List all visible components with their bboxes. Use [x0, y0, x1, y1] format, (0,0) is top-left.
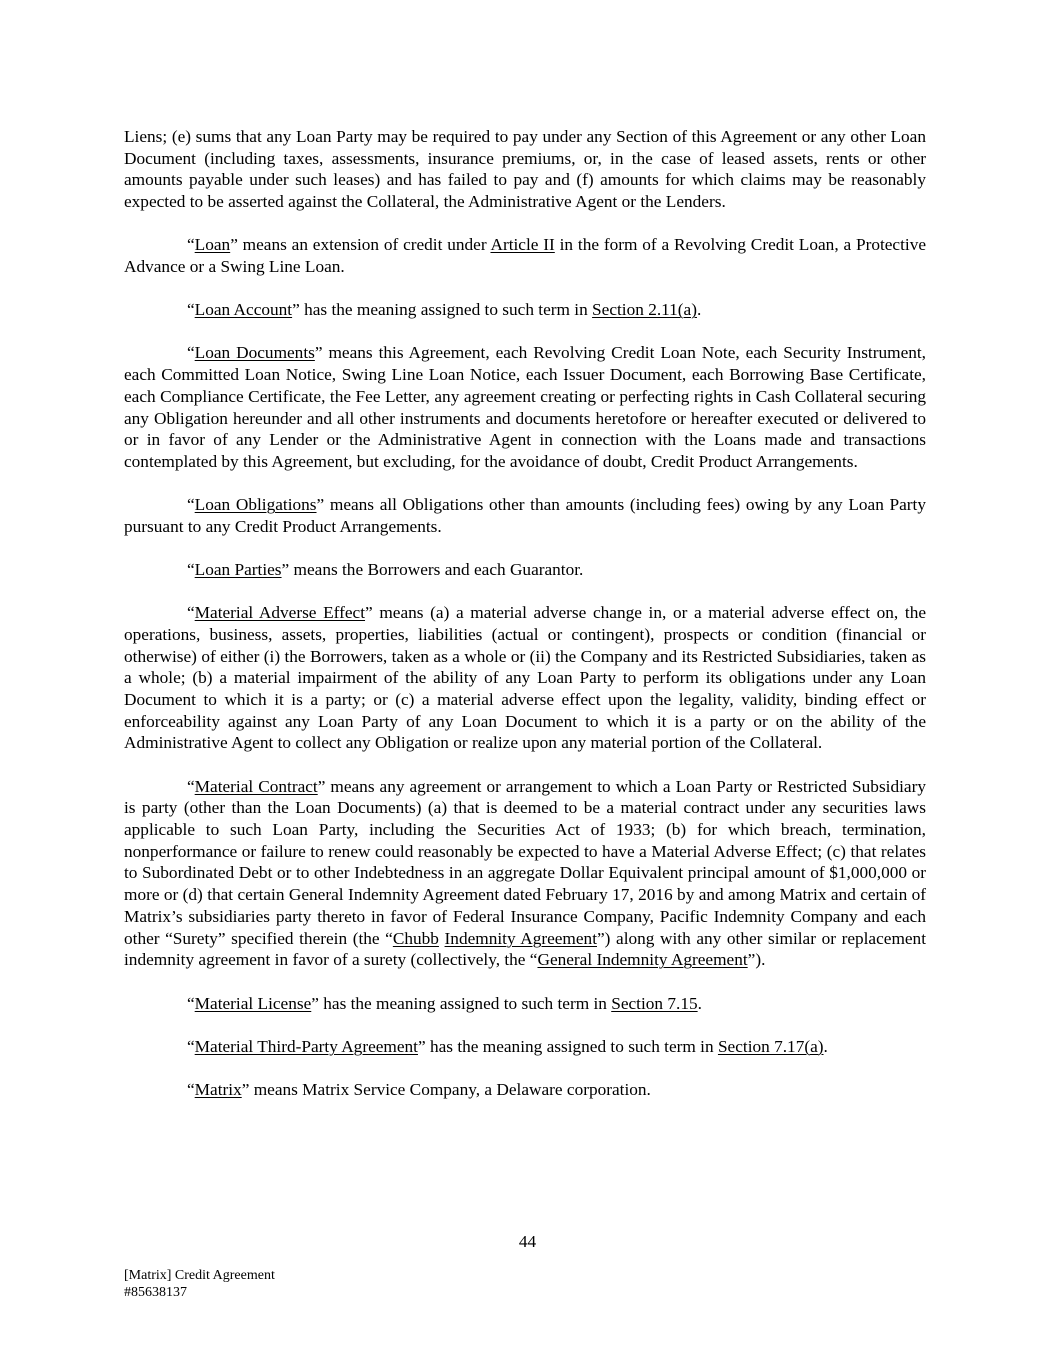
document-footer — [124, 1267, 275, 1301]
defined-term: Matrix — [194, 1079, 242, 1099]
definition-matrix: “Matrix” means Matrix Service Company, a Delaware corporation. — [187, 1079, 651, 1099]
defined-term: Material Third-Party Agreement — [194, 1036, 418, 1056]
cross-reference: Section 7.17(a) — [717, 1036, 824, 1056]
defined-term-general-indemnity: General Indemnity Agreement — [537, 950, 748, 970]
defined-term: Loan — [194, 235, 231, 255]
body-text — [124, 126, 926, 1122]
defined-term: Material Contract — [194, 776, 318, 796]
defined-term: Material License — [194, 993, 312, 1013]
definition-loan-documents: “Loan Documents” means this Agreement, each Revolving Credit Loan Note, each Security Instrument, each Committed Loan Notice, Swing Line Loan Notice, each Issuer Document, each Borrowing Base Certificate, each Compliance Certificate, the Fee Letter, any agreement creating or perfecting rights in Cash Collateral securing any Obligation hereunder and all other instruments and documents heretofore or hereafter executed or delivered to or in favor of any Lender or the Administrative Agent in connection with the Loans made and transactions contemplated by this Agreement, but excluding, for the avoidance of doubt, Credit Product Arrangements. — [124, 343, 926, 471]
cross-reference: Section 2.11(a) — [592, 300, 697, 320]
definition-material-third-party-agreement: “Material Third-Party Agreement” has the meaning assigned to such term in Section 7.17(a). — [187, 1036, 828, 1056]
definition-material-license: “Material License” has the meaning assigned to such term in Section 7.15. — [187, 993, 702, 1013]
definition-material-adverse-effect: “Material Adverse Effect” means (a) a material adverse change in, or a material adverse effect on, the operations, business, assets, properties, liabilities (actual or contingent), prospects or condition (financial or otherwise) of either (i) the Borrowers, taken as a whole or (ii) the Company and its Restricted Subsidiaries, taken as a whole; (b) a material impairment of the ability of any Loan Party to perform its obligations under any Loan Document to which it is a party; or (c) a material adverse effect upon the legality, validity, binding effect or enforceability against any Loan Party of any Loan Document to which it is a party or on the ability of the Administrative Agent to collect any Obligation or realize upon any material portion of the Collateral. — [124, 603, 927, 753]
defined-term-indemnity: Indemnity Agreement — [444, 928, 597, 948]
definition-material-contract: “Material Contract” means any agreement or arrangement to which a Loan Party or Restricted Subsidiary is party (other than the Loan Documents) (a) that is deemed to be a material contract under any securities laws applicable to such Loan Party, including the Securities Act of 1933; (b) for which breach, termination, nonperformance or failure to renew could reasonably be expected to have a Material Adverse Effect; (c) that relates to Subordinated Debt or to other Indebtedness in an aggregate Dollar Equivalent principal amount of $1,000,000 or more or (d) that certain General Indemnity Agreement dated February 17, 2016 by and among Matrix and certain of Matrix’s subsidiaries party thereto in favor of Federal Insurance Company, Pacific Indemnity Company and each other “Surety” specified therein (the “Chubb Indemnity Agreement”) along with any other similar or replacement indemnity agreement in favor of a surety (collectively, the “General Indemnity Agreement”). — [124, 776, 926, 970]
page-number: 44 — [518, 1232, 537, 1251]
definition-loan-obligations: “Loan Obligations” means all Obligations other than amounts (including fees) owing by any Loan Party pursuant to any Credit Product Arrangements. — [124, 495, 926, 536]
definition-loan-parties: “Loan Parties” means the Borrowers and each Guarantor. — [187, 560, 584, 580]
cross-reference: Article II — [490, 235, 555, 255]
defined-term: Loan Account — [194, 300, 293, 320]
definition-loan: “Loan” means an extension of credit under Article II in the form of a Revolving Credit Loan, a Protective Advance or a Swing Line Loan. — [124, 235, 927, 277]
defined-term: Loan Documents — [194, 343, 315, 363]
definition-loan-account: “Loan Account” has the meaning assigned to such term in Section 2.11(a). — [187, 300, 702, 320]
footer-title: [Matrix] Credit Agreement — [124, 1268, 275, 1283]
paragraph-liens-continuation: Liens; (e) sums that any Loan Party may be required to pay under any Section of this Agreement or any other Loan Document (including taxes, assessments, insurance premiums, or, in the case of leased assets, rents or other amounts payable under such leases) and has failed to pay and (f) amounts for which claims may be reasonably expected to be asserted against the Collateral, the Administrative Agent or the Lenders. — [124, 127, 926, 212]
cross-reference: Section 7.15 — [611, 993, 698, 1013]
footer-doc-id: #85638137 — [124, 1285, 187, 1300]
defined-term: Loan Obligations — [194, 495, 317, 515]
defined-term: Loan Parties — [194, 560, 282, 580]
defined-term-chubb: Chubb — [392, 928, 439, 948]
defined-term: Material Adverse Effect — [194, 603, 366, 623]
